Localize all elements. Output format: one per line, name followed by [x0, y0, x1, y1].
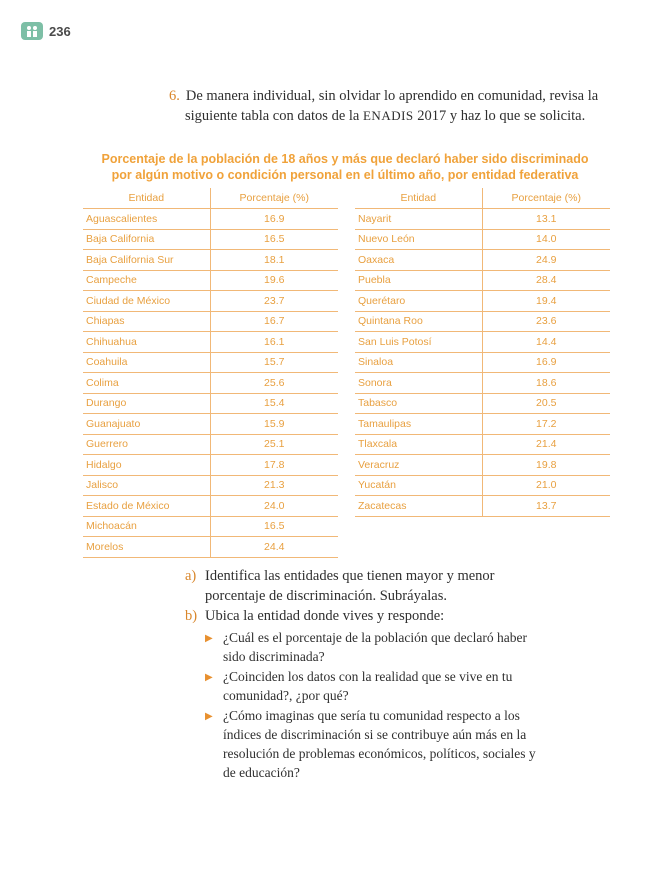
entity-name: Tamaulipas — [355, 414, 482, 435]
table-row — [355, 434, 610, 455]
instruction-line2 — [169, 106, 599, 126]
entity-name: Morelos — [83, 537, 210, 558]
bullet-item — [205, 667, 545, 705]
triangle-bullet-icon: ▶ — [205, 711, 213, 722]
table-row — [83, 414, 338, 435]
entity-name: Nuevo León — [355, 229, 482, 250]
community-icon — [21, 22, 43, 40]
entity-percent: 24.0 — [210, 496, 338, 517]
header-percent: Porcentaje (%) — [210, 188, 338, 209]
entity-percent: 16.5 — [210, 516, 338, 537]
entity-percent: 17.8 — [210, 455, 338, 476]
entity-name: Michoacán — [83, 516, 210, 537]
entity-percent: 24.4 — [210, 537, 338, 558]
table-left — [83, 188, 338, 558]
table-title-line2: por algún motivo o condición personal en el último año, por entidad federativa — [111, 168, 579, 182]
table-row — [83, 537, 338, 558]
entity-name: Chiapas — [83, 311, 210, 332]
table-row — [83, 455, 338, 476]
page-number: 236 — [49, 23, 71, 39]
entity-percent: 19.8 — [482, 455, 610, 476]
table-row — [355, 311, 610, 332]
table-row — [83, 270, 338, 291]
instruction-number: 6. — [169, 88, 180, 104]
header-percent: Porcentaje (%) — [482, 188, 610, 209]
entity-percent: 21.3 — [210, 475, 338, 496]
questions — [185, 566, 545, 783]
bullet-text: ¿Cómo imaginas que sería tu comunidad respecto a los índices de discriminación si se contribuye aún más en la resolución de problemas económicos, políticos, sociales y de educación? — [223, 708, 536, 780]
table-row — [355, 332, 610, 353]
instruction-line2-before: siguiente tabla con datos de la — [185, 108, 360, 124]
table-row — [355, 270, 610, 291]
table-row — [83, 434, 338, 455]
entity-name: Jalisco — [83, 475, 210, 496]
instruction — [169, 86, 599, 126]
entity-name: Hidalgo — [83, 455, 210, 476]
entity-percent: 16.9 — [482, 352, 610, 373]
table-row — [83, 496, 338, 517]
entity-percent: 13.7 — [482, 496, 610, 517]
entity-percent: 15.9 — [210, 414, 338, 435]
table-row — [355, 373, 610, 394]
table-row — [355, 291, 610, 312]
entity-name: Aguascalientes — [83, 209, 210, 230]
entity-name: Ciudad de México — [83, 291, 210, 312]
entity-percent: 18.6 — [482, 373, 610, 394]
table-row — [355, 229, 610, 250]
entity-name: Guanajuato — [83, 414, 210, 435]
table-left-header — [83, 188, 338, 209]
entity-percent: 17.2 — [482, 414, 610, 435]
entity-name: Estado de México — [83, 496, 210, 517]
entity-name: Campeche — [83, 270, 210, 291]
entity-name: Veracruz — [355, 455, 482, 476]
entity-percent: 21.0 — [482, 475, 610, 496]
table-row — [355, 455, 610, 476]
table-row — [355, 414, 610, 435]
entity-name: Baja California Sur — [83, 250, 210, 271]
question-a-text: Identifica las entidades que tienen mayor y menor porcentaje de discriminación. Subráyalas. — [205, 568, 495, 604]
entity-percent: 18.1 — [210, 250, 338, 271]
table-right — [355, 188, 610, 517]
entity-name: Tabasco — [355, 393, 482, 414]
entity-percent: 15.4 — [210, 393, 338, 414]
table-title — [80, 151, 610, 183]
table-row — [83, 250, 338, 271]
entity-name: Colima — [83, 373, 210, 394]
enadis-acronym: ENADIS — [362, 108, 414, 123]
table-row — [83, 332, 338, 353]
entity-percent: 25.6 — [210, 373, 338, 394]
bullet-text: ¿Cuál es el porcentaje de la población que declaró haber sido discriminada? — [223, 630, 527, 664]
entity-name: San Luis Potosí — [355, 332, 482, 353]
question-b-letter: b) — [185, 608, 198, 624]
entity-name: Sonora — [355, 373, 482, 394]
entity-percent: 21.4 — [482, 434, 610, 455]
entity-name: Coahuila — [83, 352, 210, 373]
entity-name: Zacatecas — [355, 496, 482, 517]
entity-name: Puebla — [355, 270, 482, 291]
bullet-text: ¿Coinciden los datos con la realidad que se vive en tu comunidad?, ¿por qué? — [223, 669, 513, 703]
header-entity: Entidad — [83, 188, 210, 209]
question-a — [185, 566, 545, 606]
entity-percent: 14.4 — [482, 332, 610, 353]
table-row — [355, 496, 610, 517]
table-row — [83, 373, 338, 394]
table-row — [83, 291, 338, 312]
entity-percent: 13.1 — [482, 209, 610, 230]
header-entity: Entidad — [355, 188, 482, 209]
entity-name: Baja California — [83, 229, 210, 250]
bullet-item — [205, 628, 545, 666]
page-header — [21, 22, 71, 40]
entity-percent: 28.4 — [482, 270, 610, 291]
table-row — [355, 209, 610, 230]
entity-percent: 16.7 — [210, 311, 338, 332]
instruction-line2-after: 2017 y haz lo que se solicita. — [417, 108, 586, 124]
table-row — [83, 516, 338, 537]
question-b — [185, 606, 545, 626]
table-row — [83, 393, 338, 414]
entity-percent: 19.6 — [210, 270, 338, 291]
entity-name: Guerrero — [83, 434, 210, 455]
table-row — [83, 311, 338, 332]
instruction-line1: De manera individual, sin olvidar lo aprendido en comunidad, revisa la — [185, 88, 599, 104]
entity-name: Oaxaca — [355, 250, 482, 271]
entity-name: Chihuahua — [83, 332, 210, 353]
table-row — [355, 352, 610, 373]
question-b-bullets — [205, 628, 545, 782]
table-row — [83, 229, 338, 250]
triangle-bullet-icon: ▶ — [205, 633, 213, 644]
entity-percent: 14.0 — [482, 229, 610, 250]
entity-percent: 16.1 — [210, 332, 338, 353]
entity-percent: 23.6 — [482, 311, 610, 332]
question-a-letter: a) — [185, 568, 197, 584]
table-title-line1: Porcentaje de la población de 18 años y más que declaró haber sido discriminado — [101, 152, 589, 166]
question-b-text: Ubica la entidad donde vives y responde: — [205, 608, 445, 624]
table-right-header — [355, 188, 610, 209]
entity-name: Querétaro — [355, 291, 482, 312]
entity-percent: 15.7 — [210, 352, 338, 373]
entity-percent: 16.9 — [210, 209, 338, 230]
triangle-bullet-icon: ▶ — [205, 672, 213, 683]
table-row — [355, 393, 610, 414]
entity-percent: 20.5 — [482, 393, 610, 414]
entity-name: Yucatán — [355, 475, 482, 496]
entity-name: Tlaxcala — [355, 434, 482, 455]
entity-name: Nayarit — [355, 209, 482, 230]
entity-percent: 16.5 — [210, 229, 338, 250]
table-row — [83, 209, 338, 230]
table-row — [83, 475, 338, 496]
entity-name: Sinaloa — [355, 352, 482, 373]
table-row — [355, 475, 610, 496]
table-row — [83, 352, 338, 373]
entity-name: Durango — [83, 393, 210, 414]
entity-percent: 25.1 — [210, 434, 338, 455]
table-row — [355, 250, 610, 271]
entity-name: Quintana Roo — [355, 311, 482, 332]
entity-percent: 19.4 — [482, 291, 610, 312]
entity-percent: 23.7 — [210, 291, 338, 312]
entity-percent: 24.9 — [482, 250, 610, 271]
bullet-item — [205, 706, 545, 782]
